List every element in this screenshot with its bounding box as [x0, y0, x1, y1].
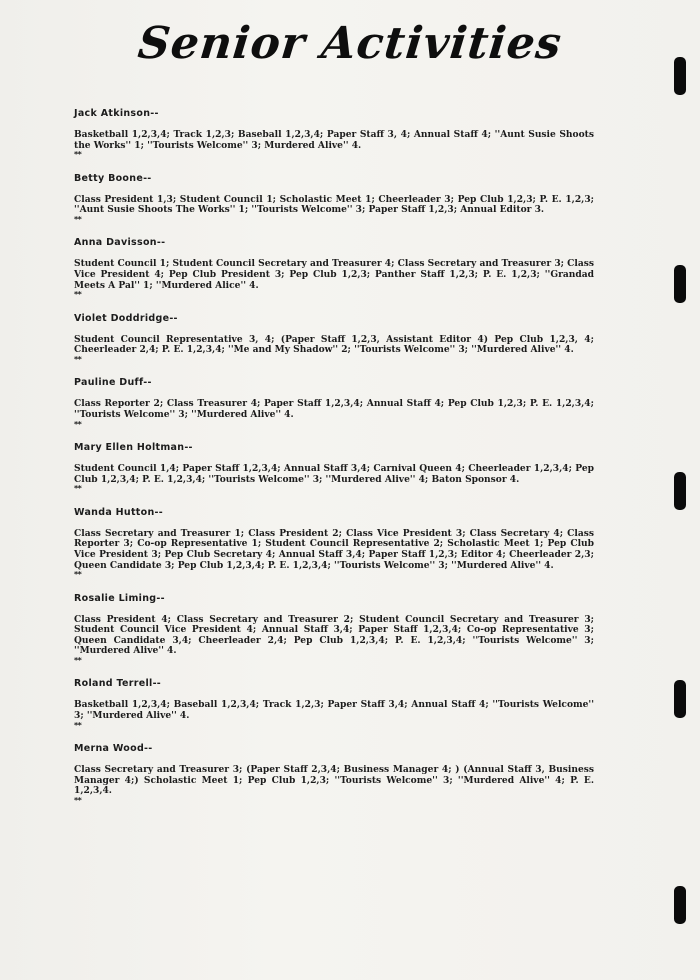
student-name: Rosalie Liming-- [74, 592, 165, 604]
binder-hole [674, 886, 686, 924]
entry-end-mark: ** [74, 150, 82, 160]
student-activities: Class Secretary and Treasurer 1; Class President 2; Class Vice President 3; Class Secretary 4; Class Reporter 3; Co-op Representative 1; Student Council Representative 2; Scholastic Meet 1; Pep Club Vice President 3; Pep Club Secretary 4; Annual Staff 3,4; Paper Staff 1,2,3; Editor 4; Cheerleader 2,3; Queen Candidate 3; Pep Club 1,2,3,4; P. E. 1,2,3,4; ''Tourists Welcome'' 3; ''Murdered Alive'' 4. [74, 527, 594, 571]
student-name: Merna Wood-- [74, 743, 153, 755]
student-entry [74, 377, 594, 428]
student-name: Pauline Duff-- [74, 377, 152, 389]
student-activities-list [74, 108, 594, 818]
student-activities: Student Council 1,4; Paper Staff 1,2,3,4; Annual Staff 3,4; Carnival Queen 4; Cheerleader 1,2,3,4; Pep Club 1,2,3,4; P. E. 1,2,3,4; ''Tourists Welcome'' 3; ''Murdered Alive'' 4; Baton Sponsor 4. [74, 463, 594, 485]
binder-hole [674, 57, 686, 95]
entry-end-mark: ** [74, 720, 82, 730]
student-entry [74, 678, 594, 729]
student-name: Roland Terrell-- [74, 678, 162, 690]
student-name: Betty Boone-- [74, 172, 152, 184]
student-name: Violet Doddridge-- [74, 312, 178, 324]
student-entry [74, 237, 594, 299]
entry-end-mark: ** [74, 354, 82, 364]
student-name: Wanda Hutton-- [74, 506, 164, 518]
student-entry [74, 442, 594, 493]
student-activities: Student Council 1; Student Council Secretary and Treasurer 4; Class Secretary and Treasurer 3; Class Vice President 4; Pep Club President 3; Pep Club 1,2,3; Panther Staff 1,2,3; P. E. 1,2,3; ''Grandad Meets A Pal'' 1; ''Murdered Alice'' 4. [74, 258, 594, 291]
student-entry [74, 507, 594, 579]
student-entry [74, 313, 594, 364]
entry-end-mark: ** [74, 655, 82, 665]
binder-hole [674, 472, 686, 510]
page-title: Senior Activities [135, 18, 565, 69]
student-activities: Class President 1,3; Student Council 1; Scholastic Meet 1; Cheerleader 3; Pep Club 1,2,3; P. E. 1,2,3; ''Aunt Susie Shoots The Works'' 1; ''Tourists Welcome'' 3; Paper Staff 1,2,3; Annual Editor 3. [74, 193, 594, 216]
entry-end-mark: ** [74, 214, 82, 224]
student-name: Jack Atkinson-- [74, 108, 159, 119]
student-activities: Basketball 1,2,3,4; Track 1,2,3; Baseball 1,2,3,4; Paper Staff 3, 4; Annual Staff 4; ''Aunt Susie Shoots the Works'' 1; ''Tourists Welcome'' 3; Murdered Alive'' 4. [74, 129, 594, 151]
student-activities: Student Council Representative 3, 4; (Paper Staff 1,2,3, Assistant Editor 4) Pep Club 1,2,3, 4; Cheerleader 2,4; P. E. 1,2,3,4; ''Me and My Shadow'' 2; ''Tourists Welcome'' 3; ''Murdered Alive'' 4. [74, 333, 594, 356]
student-activities: Class President 4; Class Secretary and Treasurer 2; Student Council Secretary and Treasurer 3; Student Council Vice President 4; Annual Staff 3,4; Paper Staff 1,2,3,4; Co-op Representative 3; Queen Candidate 3,4; Cheerleader 2,4; Pep Club 1,2,3,4; P. E. 1,2,3,4; ''Tourists Welcome'' 3; ''Murdered Alive'' 4. [74, 613, 594, 657]
student-entry [74, 593, 594, 665]
student-entry [74, 173, 594, 224]
entry-end-mark: ** [74, 795, 82, 805]
student-entry [74, 743, 594, 805]
student-entry [74, 108, 594, 159]
entry-end-mark: ** [74, 290, 82, 300]
entry-end-mark: ** [74, 484, 82, 494]
binder-hole [674, 680, 686, 718]
student-name: Anna Davisson-- [74, 237, 166, 249]
student-activities: Class Reporter 2; Class Treasurer 4; Paper Staff 1,2,3,4; Annual Staff 4; Pep Club 1,2,3; P. E. 1,2,3,4; ''Tourists Welcome'' 3; ''Murdered Alive'' 4. [74, 398, 594, 420]
entry-end-mark: ** [74, 419, 82, 429]
student-activities: Basketball 1,2,3,4; Baseball 1,2,3,4; Track 1,2,3; Paper Staff 3,4; Annual Staff 4; ''Tourists Welcome'' 3; ''Murdered Alive'' 4. [74, 699, 594, 722]
student-activities: Class Secretary and Treasurer 3; (Paper Staff 2,3,4; Business Manager 4; ) (Annual Staff 3, Business Manager 4;) Scholastic Meet 1; Pep Club 1,2,3; ''Tourists Welcome'' 3; ''Murdered Alive'' 4; P. E. 1,2,3,4. [74, 764, 594, 797]
entry-end-mark: ** [74, 570, 82, 580]
binder-hole [674, 265, 686, 303]
student-name: Mary Ellen Holtman-- [74, 442, 193, 454]
